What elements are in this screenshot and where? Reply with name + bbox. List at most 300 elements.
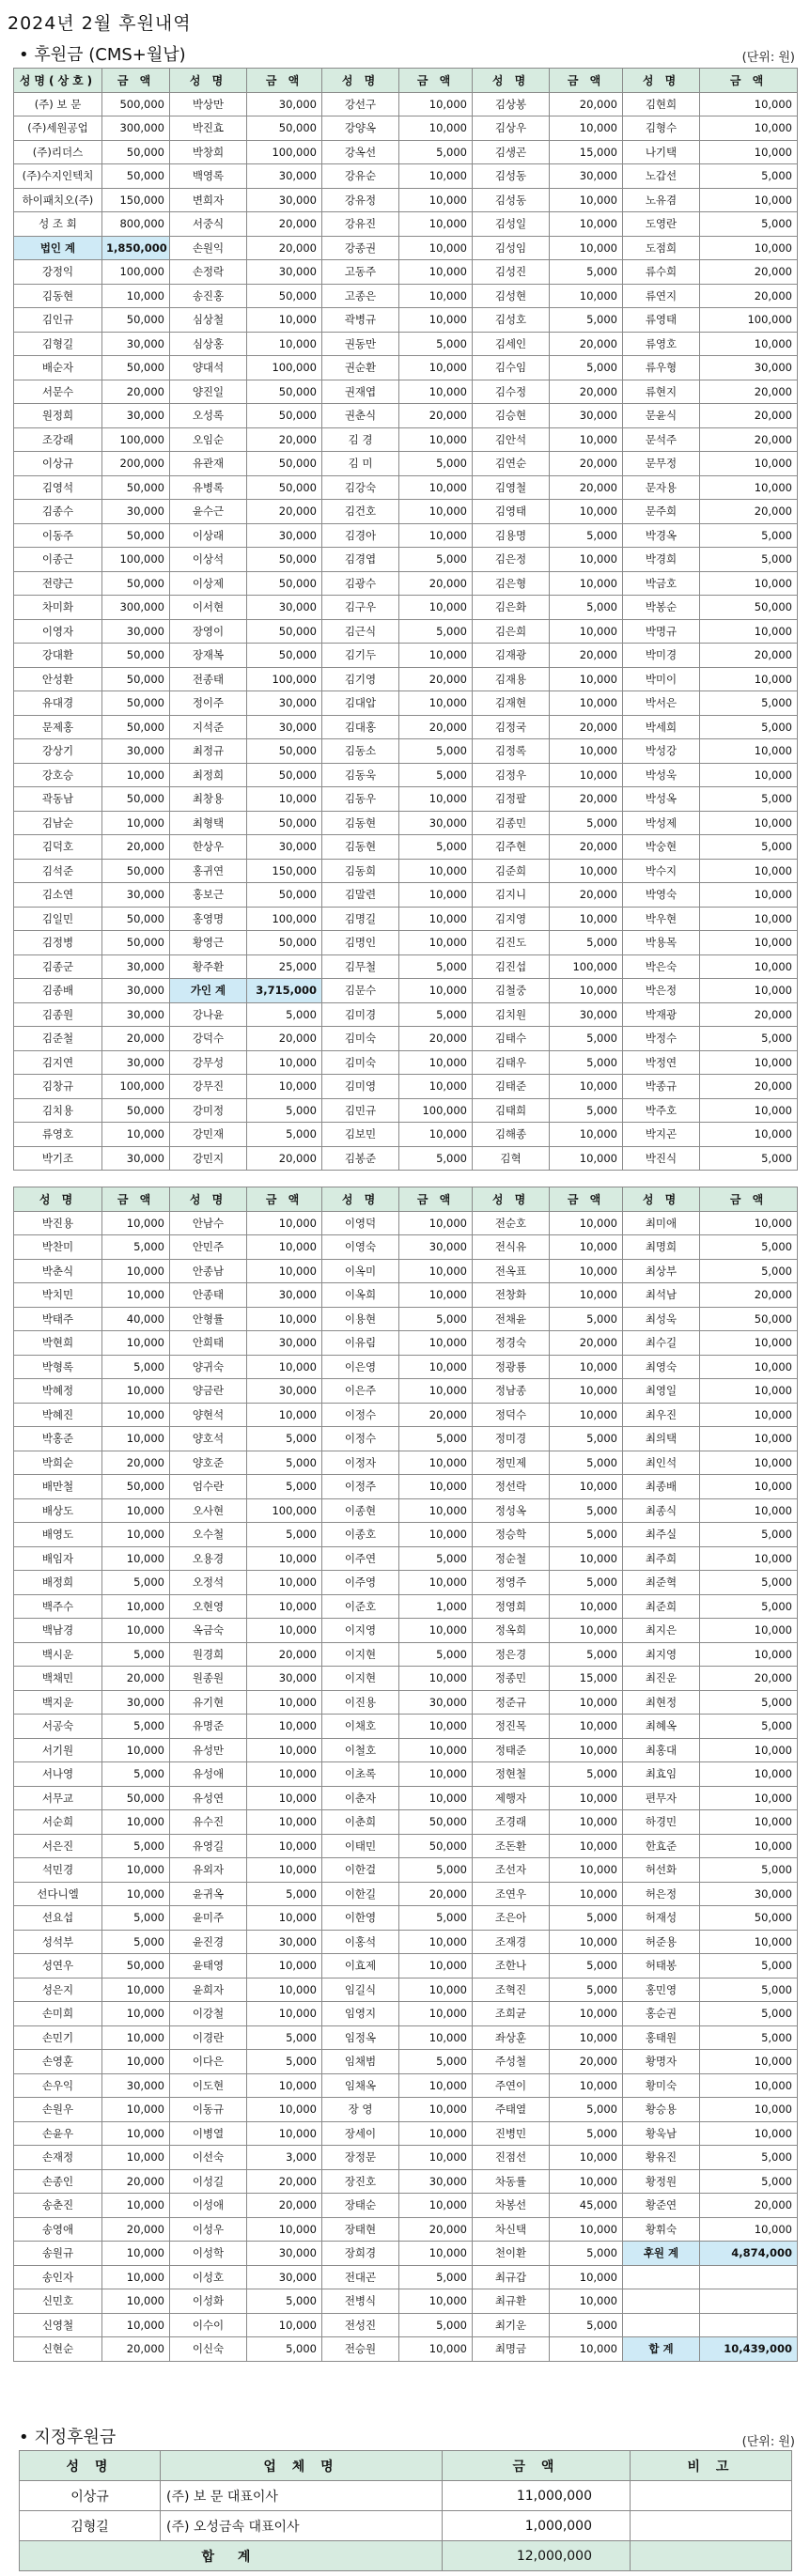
donation-amount: 10,000 bbox=[550, 1786, 623, 1810]
donor-name: 오현영 bbox=[170, 1594, 247, 1619]
donor-name: 김현희 bbox=[623, 92, 700, 116]
donation-amount: 5,000 bbox=[550, 1954, 623, 1979]
donation-amount: 10,000 bbox=[550, 979, 623, 1003]
donor-name: 장진호 bbox=[322, 2169, 399, 2194]
donor-name: 김수정 bbox=[473, 380, 550, 404]
donor-name: 김재광 bbox=[473, 644, 550, 668]
donation-amount: 5,000 bbox=[700, 1690, 798, 1715]
donor-name: 박현희 bbox=[14, 1331, 102, 1356]
table-row bbox=[14, 1738, 798, 1762]
donor-name: 제행자 bbox=[473, 1786, 550, 1810]
donation-table-2 bbox=[13, 1187, 798, 2362]
donor-name: 홍태원 bbox=[623, 2025, 700, 2050]
section-title-designated: • 지정후원금 bbox=[19, 2428, 117, 2447]
table-row bbox=[14, 907, 798, 931]
donation-amount: 300,000 bbox=[102, 116, 170, 141]
donor-name: 강선구 bbox=[322, 92, 399, 116]
donation-amount: 50,000 bbox=[247, 475, 322, 500]
donor-name: 백주수 bbox=[14, 1594, 102, 1619]
donor-name: 윤태영 bbox=[170, 1954, 247, 1979]
donation-amount: 10,000 bbox=[550, 1546, 623, 1571]
donation-amount: 100,000 bbox=[700, 308, 798, 333]
donation-amount: 10,000 bbox=[550, 1858, 623, 1883]
table-row bbox=[14, 931, 798, 955]
table-row bbox=[14, 92, 798, 116]
table-row bbox=[20, 2511, 792, 2541]
donation-amount: 5,000 bbox=[247, 2289, 322, 2314]
donation-amount: 1,000 bbox=[399, 1594, 473, 1619]
donor-name: 조연우 bbox=[473, 1882, 550, 1906]
table-row bbox=[14, 2313, 798, 2337]
table-row bbox=[14, 1002, 798, 1027]
donor-name: 이영숙 bbox=[322, 1235, 399, 1260]
donor-name: 박은정 bbox=[623, 979, 700, 1003]
donation-amount: 10,000 bbox=[399, 1211, 473, 1235]
column-header: 금 액 bbox=[700, 69, 798, 93]
donation-amount: 10,000 bbox=[700, 1810, 798, 1835]
donation-amount: 10,000 bbox=[399, 116, 473, 141]
donation-amount: 100,000 bbox=[102, 427, 170, 452]
donor-name: 김성현 bbox=[473, 284, 550, 308]
donor-name: 이한걸 bbox=[322, 1858, 399, 1883]
donation-amount: 50,000 bbox=[247, 644, 322, 668]
donor-name: 윤희자 bbox=[170, 1978, 247, 2002]
column-header: 금 액 bbox=[247, 69, 322, 93]
donor-name: 윤수근 bbox=[170, 500, 247, 524]
table-row bbox=[14, 1050, 798, 1075]
donor-name: 박미이 bbox=[623, 667, 700, 691]
donor-name: 전채윤 bbox=[473, 1307, 550, 1331]
donation-amount: 5,000 bbox=[700, 1523, 798, 1547]
donor-name: 지석준 bbox=[170, 715, 247, 739]
donor-name: 주연이 bbox=[473, 2073, 550, 2098]
donation-amount: 40,000 bbox=[102, 1307, 170, 1331]
table-row bbox=[14, 1211, 798, 1235]
donor-name: 김해종 bbox=[473, 1123, 550, 1147]
donation-amount: 10,000 bbox=[399, 1523, 473, 1547]
donor-name: 최주실 bbox=[623, 1523, 700, 1547]
donor-name: 최영숙 bbox=[623, 1355, 700, 1379]
donor-name: 백영록 bbox=[170, 164, 247, 189]
table-row bbox=[14, 787, 798, 812]
table-row bbox=[14, 308, 798, 333]
donation-amount: 10,000 bbox=[550, 1715, 623, 1739]
donor-name: 백지운 bbox=[14, 1690, 102, 1715]
donor-name: 안형률 bbox=[170, 1307, 247, 1331]
donation-amount: 10,000 bbox=[700, 1738, 798, 1762]
donation-amount: 20,000 bbox=[102, 1451, 170, 1475]
donation-amount: 30,000 bbox=[102, 883, 170, 908]
donation-amount: 5,000 bbox=[102, 1571, 170, 1595]
donor-name: 유외자 bbox=[170, 1858, 247, 1883]
donor-name: 이정수 bbox=[322, 1403, 399, 1427]
donation-amount: 10,000 bbox=[102, 2289, 170, 2314]
donation-amount: 10,000 bbox=[247, 2313, 322, 2337]
donor-name: 김형수 bbox=[623, 116, 700, 141]
donation-amount: 10,000 bbox=[550, 188, 623, 212]
donation-amount: 10,000 bbox=[550, 2169, 623, 2194]
donation-amount: 20,000 bbox=[399, 715, 473, 739]
donation-amount: 30,000 bbox=[102, 2073, 170, 2098]
donor-name: 조돈환 bbox=[473, 1834, 550, 1858]
donation-amount: 10,000 bbox=[700, 92, 798, 116]
donation-amount: 10,000 bbox=[700, 2217, 798, 2242]
donation-amount: 10,000 bbox=[700, 931, 798, 955]
donor-name: 강옥선 bbox=[322, 140, 399, 164]
donor-name: (주) 보 문 bbox=[14, 92, 102, 116]
column-header: 성 명 bbox=[14, 1187, 102, 1212]
donor-name: 박경옥 bbox=[623, 523, 700, 548]
donation-amount: 10,000 bbox=[550, 619, 623, 644]
donor-name: 김재현 bbox=[473, 691, 550, 716]
donor-name: 정민제 bbox=[473, 1451, 550, 1475]
table-row bbox=[14, 1619, 798, 1643]
table-row bbox=[14, 1930, 798, 1954]
donation-amount: 50,000 bbox=[102, 931, 170, 955]
donor-name: 최준혁 bbox=[623, 1571, 700, 1595]
donation-amount: 10,000 bbox=[247, 787, 322, 812]
donor-name: 문주희 bbox=[623, 500, 700, 524]
donor-name: 박진효 bbox=[170, 116, 247, 141]
donor-name: 최성욱 bbox=[623, 1307, 700, 1331]
donation-amount: 10,000 bbox=[700, 1930, 798, 1954]
table-row bbox=[20, 2481, 792, 2511]
donor-name: 김종배 bbox=[14, 979, 102, 1003]
donation-amount: 50,000 bbox=[700, 1307, 798, 1331]
donation-amount: 150,000 bbox=[247, 859, 322, 883]
donation-amount: 30,000 bbox=[700, 356, 798, 380]
donation-amount: 10,000 bbox=[102, 1331, 170, 1356]
donation-amount: 10,000 bbox=[399, 1123, 473, 1147]
donor-name: 전창화 bbox=[473, 1283, 550, 1308]
donation-amount: 1,850,000 bbox=[102, 236, 170, 260]
unit-label-designated: (단위: 원) bbox=[741, 2435, 795, 2449]
donation-amount: 20,000 bbox=[247, 2169, 322, 2194]
donor-name: 이영덕 bbox=[322, 1211, 399, 1235]
donor-name: 허선화 bbox=[623, 1858, 700, 1883]
donation-amount: 20,000 bbox=[550, 1331, 623, 1356]
donor-name: 성 조 회 bbox=[14, 212, 102, 237]
donor-name: 최기운 bbox=[473, 2313, 550, 2337]
donation-amount: 10,000 bbox=[247, 1762, 322, 1787]
donation-amount: 5,000 bbox=[550, 1571, 623, 1595]
donor-name: 김정록 bbox=[473, 739, 550, 764]
donor-name: 김창규 bbox=[14, 1075, 102, 1099]
donor-name: 조한나 bbox=[473, 1954, 550, 1979]
remark bbox=[631, 2481, 792, 2511]
donor-name: 김말련 bbox=[322, 883, 399, 908]
donor-name: 심상홍 bbox=[170, 332, 247, 356]
donor-name: 백채민 bbox=[14, 1667, 102, 1691]
donor-name bbox=[623, 2289, 700, 2314]
donation-amount: 10,000 bbox=[399, 1571, 473, 1595]
donor-name: 법인 계 bbox=[14, 236, 102, 260]
donation-amount: 10,000 bbox=[550, 2146, 623, 2170]
table-row bbox=[14, 1331, 798, 1356]
donation-amount: 10,000 bbox=[700, 667, 798, 691]
donation-amount: 10,000 bbox=[102, 1427, 170, 1451]
donation-amount: 5,000 bbox=[399, 954, 473, 979]
donor-name: 전병식 bbox=[322, 2289, 399, 2314]
donor-name: 김주현 bbox=[473, 835, 550, 860]
donor-name: 이진용 bbox=[322, 1690, 399, 1715]
donation-amount: 20,000 bbox=[550, 452, 623, 476]
donation-amount: 10,000 bbox=[399, 596, 473, 620]
donation-amount: 5,000 bbox=[700, 835, 798, 860]
donor-name: 이성애 bbox=[170, 2194, 247, 2218]
donation-amount: 5,000 bbox=[700, 787, 798, 812]
donor-name: 김종수 bbox=[14, 500, 102, 524]
donor-name: 김연순 bbox=[473, 452, 550, 476]
donation-amount: 20,000 bbox=[700, 1283, 798, 1308]
donor-name: 전순호 bbox=[473, 1211, 550, 1235]
donor-name: 이성호 bbox=[170, 2265, 247, 2289]
donor-name: 최혜옥 bbox=[623, 1715, 700, 1739]
donation-amount: 10,000 bbox=[399, 1331, 473, 1356]
donor-name: 이정자 bbox=[322, 1451, 399, 1475]
donor-name: 김 미 bbox=[322, 452, 399, 476]
donation-amount: 10,000 bbox=[247, 1571, 322, 1595]
donor-name: 심상철 bbox=[170, 308, 247, 333]
donor-name: 유영길 bbox=[170, 1834, 247, 1858]
donor-name: 손민기 bbox=[14, 2025, 102, 2050]
table-row bbox=[14, 811, 798, 835]
donor-name: 이상래 bbox=[170, 523, 247, 548]
donation-amount: 30,000 bbox=[102, 739, 170, 764]
donor-name: 전승원 bbox=[322, 2337, 399, 2362]
donor-name: 차동률 bbox=[473, 2169, 550, 2194]
donation-amount: 5,000 bbox=[700, 1715, 798, 1739]
donation-amount: 10,000 bbox=[550, 1211, 623, 1235]
donation-amount: 5,000 bbox=[247, 2050, 322, 2074]
donor-name: 최규갑 bbox=[473, 2265, 550, 2289]
donor-name: 한상우 bbox=[170, 835, 247, 860]
donation-amount: 5,000 bbox=[247, 1523, 322, 1547]
donation-amount: 10,000 bbox=[399, 1954, 473, 1979]
donor-name: 최준희 bbox=[623, 1594, 700, 1619]
donation-amount: 10,000 bbox=[102, 2194, 170, 2218]
donation-amount: 20,000 bbox=[700, 380, 798, 404]
donation-amount: 5,000 bbox=[247, 1098, 322, 1123]
donor-name: 차신택 bbox=[473, 2217, 550, 2242]
table-row bbox=[14, 1523, 798, 1547]
donation-amount: 10,000 bbox=[399, 1715, 473, 1739]
table-row bbox=[14, 356, 798, 380]
table-row bbox=[14, 1235, 798, 1260]
donation-amount: 10,000 bbox=[399, 2002, 473, 2026]
donation-amount: 20,000 bbox=[102, 380, 170, 404]
donation-amount: 10,000 bbox=[550, 1594, 623, 1619]
donor-name: 최우진 bbox=[623, 1403, 700, 1427]
donation-amount: 30,000 bbox=[102, 954, 170, 979]
donation-amount: 10,000 bbox=[700, 1546, 798, 1571]
donation-amount: 10,000 bbox=[399, 212, 473, 237]
donation-amount: 30,000 bbox=[247, 1379, 322, 1404]
donation-amount: 5,000 bbox=[550, 308, 623, 333]
table-row bbox=[14, 1146, 798, 1171]
donor-name: 안성환 bbox=[14, 667, 102, 691]
donor-name: 김민규 bbox=[322, 1098, 399, 1123]
donation-amount: 10,000 bbox=[550, 667, 623, 691]
donation-amount: 10,000 bbox=[700, 619, 798, 644]
donation-amount: 10,000 bbox=[550, 1123, 623, 1147]
donor-name: 김석준 bbox=[14, 859, 102, 883]
donation-amount: 5,000 bbox=[550, 1098, 623, 1123]
donor-name: 장태순 bbox=[322, 2194, 399, 2218]
donor-name: 류연지 bbox=[623, 284, 700, 308]
donation-amount: 10,000 bbox=[399, 1498, 473, 1523]
donation-amount: 10,000 bbox=[700, 1379, 798, 1404]
table-row bbox=[14, 427, 798, 452]
donation-amount: 10,000 bbox=[550, 116, 623, 141]
donor-name: 손미희 bbox=[14, 2002, 102, 2026]
donor-name: 박찬미 bbox=[14, 1235, 102, 1260]
donation-amount: 10,000 bbox=[550, 500, 623, 524]
donation-amount: 5,000 bbox=[399, 1307, 473, 1331]
donation-amount: 20,000 bbox=[550, 787, 623, 812]
donation-amount: 10,000 bbox=[399, 523, 473, 548]
donor-name: 김정국 bbox=[473, 715, 550, 739]
donation-amount: 50,000 bbox=[102, 1786, 170, 1810]
donation-amount: 10,000 bbox=[247, 1858, 322, 1883]
donation-amount: 20,000 bbox=[102, 835, 170, 860]
donor-name: 김영태 bbox=[473, 500, 550, 524]
donor-name: 홍영명 bbox=[170, 907, 247, 931]
donor-name: 김동욱 bbox=[322, 763, 399, 787]
donor-name: 이병열 bbox=[170, 2121, 247, 2146]
donation-amount: 10,000 bbox=[247, 1906, 322, 1931]
donation-amount: 10,000 bbox=[399, 1259, 473, 1283]
donor-name: 이종호 bbox=[322, 1523, 399, 1547]
donor-name: 박성강 bbox=[623, 739, 700, 764]
table-row bbox=[14, 140, 798, 164]
donation-amount: 10,000 bbox=[399, 1379, 473, 1404]
donor-name: 안민주 bbox=[170, 1235, 247, 1260]
donation-amount: 10,000 bbox=[399, 2121, 473, 2146]
donation-amount: 30,000 bbox=[550, 404, 623, 428]
donation-amount: 100,000 bbox=[399, 1098, 473, 1123]
donor-name: 김종군 bbox=[14, 954, 102, 979]
donation-amount: 5,000 bbox=[700, 2169, 798, 2194]
donation-amount: 50,000 bbox=[102, 787, 170, 812]
donor-name: 최현정 bbox=[623, 1690, 700, 1715]
donor-name: 임채범 bbox=[322, 2050, 399, 2074]
donation-amount: 1,000,000 bbox=[443, 2511, 631, 2541]
donor-name: 양현석 bbox=[170, 1403, 247, 1427]
donor-name: 배임자 bbox=[14, 1546, 102, 1571]
column-header: 금 액 bbox=[247, 1187, 322, 1212]
donation-amount: 5,000 bbox=[247, 1475, 322, 1499]
donor-name: 박정연 bbox=[623, 1050, 700, 1075]
donation-amount: 100,000 bbox=[102, 548, 170, 572]
donation-amount: 10,000 bbox=[700, 859, 798, 883]
donation-amount: 10,000 bbox=[700, 188, 798, 212]
column-header: 비 고 bbox=[631, 2451, 792, 2481]
donor-name: 류현지 bbox=[623, 380, 700, 404]
donor-name: 정종민 bbox=[473, 1667, 550, 1691]
donor-name: 원종원 bbox=[170, 1667, 247, 1691]
donation-amount: 10,000 bbox=[700, 979, 798, 1003]
donation-amount: 30,000 bbox=[102, 979, 170, 1003]
table-row bbox=[14, 404, 798, 428]
donor-name: 김남순 bbox=[14, 811, 102, 835]
donor-name: 김명인 bbox=[322, 931, 399, 955]
donor-name: 김성동 bbox=[473, 188, 550, 212]
designated-table bbox=[19, 2450, 792, 2571]
donor-name: 진병민 bbox=[473, 2121, 550, 2146]
donation-amount: 5,000 bbox=[700, 1978, 798, 2002]
donor-name: 김성임 bbox=[473, 236, 550, 260]
donation-amount: 10,000 bbox=[550, 548, 623, 572]
donation-amount: 10,000 bbox=[247, 1075, 322, 1099]
table-row bbox=[14, 1786, 798, 1810]
donation-amount: 10,000 bbox=[247, 1786, 322, 1810]
donation-amount: 10,000 bbox=[550, 1690, 623, 1715]
donor-name: 권순환 bbox=[322, 356, 399, 380]
donor-name: 김안석 bbox=[473, 427, 550, 452]
donation-amount: 10,000 bbox=[550, 1379, 623, 1404]
donation-amount: 10,000 bbox=[247, 1810, 322, 1835]
donation-amount: 10,000 bbox=[102, 1810, 170, 1835]
donation-amount: 50,000 bbox=[700, 596, 798, 620]
donation-amount: 50,000 bbox=[102, 356, 170, 380]
donor-name: 도점희 bbox=[623, 236, 700, 260]
donation-amount: 10,000 bbox=[102, 2313, 170, 2337]
donor-name: 황승용 bbox=[623, 2098, 700, 2122]
donation-amount: 5,000 bbox=[399, 332, 473, 356]
column-header: 금 액 bbox=[399, 1187, 473, 1212]
donation-amount: 10,000 bbox=[700, 475, 798, 500]
donation-amount: 10,000 bbox=[399, 284, 473, 308]
donor-name: 김정팔 bbox=[473, 787, 550, 812]
donation-amount: 5,000 bbox=[399, 140, 473, 164]
donation-amount: 50,000 bbox=[247, 571, 322, 596]
donation-amount: 10,000 bbox=[700, 1098, 798, 1123]
donor-name: 송영애 bbox=[14, 2217, 102, 2242]
donor-name: 이상제 bbox=[170, 571, 247, 596]
donor-name: 김종민 bbox=[473, 811, 550, 835]
donor-name: 정남종 bbox=[473, 1379, 550, 1404]
donation-amount: 10,000 bbox=[700, 1331, 798, 1356]
donor-name: 서공숙 bbox=[14, 1715, 102, 1739]
table-row bbox=[14, 954, 798, 979]
donor-name: 조재경 bbox=[473, 1930, 550, 1954]
donor-name: 박영숙 bbox=[623, 883, 700, 908]
donor-name: 김동우 bbox=[322, 787, 399, 812]
donor-name: 최상부 bbox=[623, 1259, 700, 1283]
donation-amount: 20,000 bbox=[550, 332, 623, 356]
table-row bbox=[14, 715, 798, 739]
donation-amount: 20,000 bbox=[399, 571, 473, 596]
table-row bbox=[14, 380, 798, 404]
donor-name: 김지영 bbox=[473, 907, 550, 931]
donor-name: 나기택 bbox=[623, 140, 700, 164]
donation-amount: 10,000 bbox=[550, 2289, 623, 2314]
donor-name: 강미정 bbox=[170, 1098, 247, 1123]
donation-amount: 10,439,000 bbox=[700, 2337, 798, 2362]
donation-amount: 5,000 bbox=[550, 596, 623, 620]
donor-name: 김근식 bbox=[322, 619, 399, 644]
donation-amount: 50,000 bbox=[247, 619, 322, 644]
donation-amount: 15,000 bbox=[550, 1667, 623, 1691]
donation-amount: 10,000 bbox=[550, 212, 623, 237]
donor-name: 정영주 bbox=[473, 1571, 550, 1595]
table-row bbox=[14, 1475, 798, 1499]
donor-name: 이지현 bbox=[322, 1667, 399, 1691]
donation-amount: 10,000 bbox=[550, 2217, 623, 2242]
donor-name: 황준연 bbox=[623, 2194, 700, 2218]
column-header: 성 명 bbox=[322, 1187, 399, 1212]
